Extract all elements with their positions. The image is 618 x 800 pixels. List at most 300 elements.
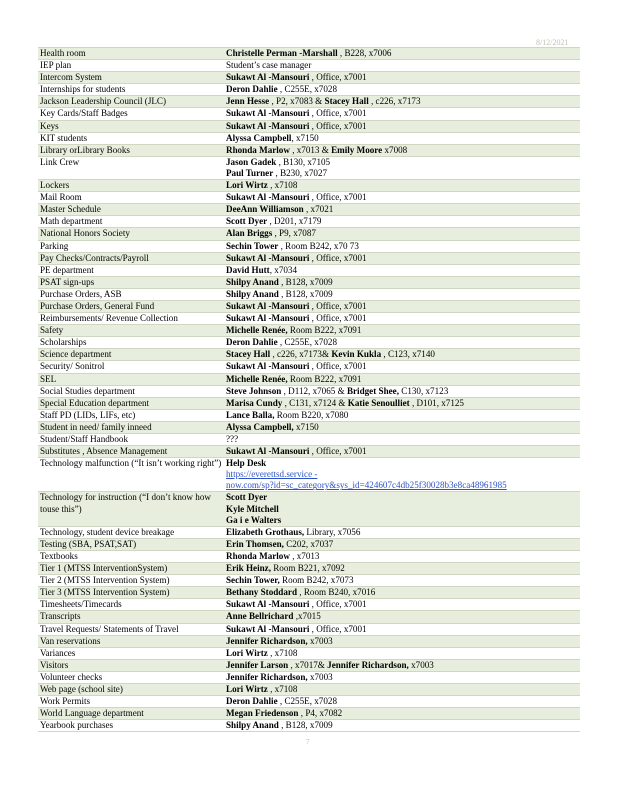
contact-detail: , Office, x7001: [309, 108, 367, 119]
row-contact: [226, 337, 580, 348]
contact-name: Jason Gadek: [226, 156, 277, 167]
contact-name: Shilpy Anand: [226, 720, 279, 731]
contact-line: [226, 192, 580, 203]
contact-name: Lance Balla,: [226, 409, 275, 420]
directory-row: [38, 83, 580, 95]
contact-line: [226, 145, 580, 156]
directory-row: [38, 179, 580, 191]
row-topic: Math department: [40, 216, 103, 227]
contact-detail: , B128, x7009: [278, 288, 333, 299]
row-contact: [226, 253, 580, 264]
contact-name: Sukawt Al -Mansouri: [226, 120, 310, 131]
row-contact: [226, 216, 580, 227]
row-contact: [226, 539, 580, 550]
contact-line: [226, 337, 580, 348]
contact-name: Deron Dahlie: [226, 696, 278, 707]
contact-detail: , Office, x7001: [309, 361, 367, 372]
row-topic: Technology malfunction (“It isn’t working right”): [40, 458, 222, 469]
contact-line: [226, 108, 580, 119]
contact-name: Jenn Hesse: [226, 96, 270, 107]
contact-detail: , C131, x7124 &: [282, 397, 348, 408]
contact-line: [226, 277, 580, 288]
directory-row: [38, 144, 580, 156]
contact-detail: , Office, x7001: [309, 192, 367, 203]
contact-detail: Room B221, x7092: [270, 563, 345, 574]
contact-name: Jennifer Richardson,: [327, 659, 409, 670]
contact-name: Scott Dyer: [226, 216, 268, 227]
directory-row: [38, 324, 580, 336]
contact-detail: , Office, x7001: [309, 599, 367, 610]
directory-row: [38, 574, 580, 586]
directory-row: [38, 240, 580, 252]
directory-row: [38, 156, 580, 179]
row-topic: Mail Room: [40, 192, 82, 203]
contact-name: Alyssa Campbell,: [226, 421, 294, 432]
row-contact: [226, 587, 580, 598]
contact-detail: , D112, x7065 &: [281, 385, 347, 396]
contact-name: Sechin Tower,: [226, 575, 280, 586]
contact-name: Jennifer Larson: [226, 659, 289, 670]
row-contact: [226, 611, 580, 622]
contact-name: Sukawt Al -Mansouri: [226, 300, 310, 311]
directory-row: [38, 550, 580, 562]
directory-row: [38, 683, 580, 695]
directory-row: [38, 457, 580, 491]
row-contact: [226, 96, 580, 107]
row-topic: Student in need/ family inneed: [40, 421, 152, 432]
contact-detail: , C255E, x7028: [277, 696, 337, 707]
contact-name: Stacey Hall: [324, 96, 369, 107]
contact-line: [226, 696, 580, 707]
contact-name: Stacey Hall: [226, 349, 271, 360]
contact-name: Megan Friedenson: [226, 708, 299, 719]
directory-row: [38, 598, 580, 610]
directory-row: [38, 71, 580, 83]
directory-row: [38, 526, 580, 538]
directory-row: [38, 695, 580, 707]
contact-detail: , x7034: [269, 264, 297, 275]
contact-line: [226, 48, 580, 59]
directory-row: [38, 647, 580, 659]
directory-row: [38, 59, 580, 71]
row-topic: Pay Checks/Contracts/Payroll: [40, 252, 149, 263]
contact-line: [226, 684, 580, 695]
contact-line: [226, 121, 580, 132]
row-topic: Substitutes , Absence Management: [40, 446, 168, 457]
contact-line: [226, 313, 580, 324]
contact-line: [226, 587, 580, 598]
contact-line: [226, 446, 580, 457]
contact-line: [226, 204, 580, 215]
row-topic: KIT students: [40, 132, 88, 143]
contact-line: [226, 374, 580, 385]
contact-line: [226, 410, 580, 421]
row-topic: Health room: [40, 48, 86, 58]
contact-detail: , B228, x7006: [337, 48, 392, 58]
row-contact: [226, 145, 580, 156]
contact-detail: , Office, x7001: [309, 446, 367, 457]
contact-line: [226, 180, 580, 191]
contact-name: Erin Thomsen,: [226, 538, 284, 549]
contact-name: Sukawt Al -Mansouri: [226, 446, 310, 457]
contact-name: Help Desk: [226, 458, 267, 469]
row-topic: Tier 2 (MTSS Intervention System): [40, 575, 170, 586]
directory-row: [38, 348, 580, 360]
contact-name: Sukawt Al -Mansouri: [226, 192, 310, 203]
directory-row: [38, 191, 580, 203]
row-topic: World Language department: [40, 708, 144, 719]
row-contact: [226, 599, 580, 610]
row-topic: Special Education department: [40, 397, 150, 408]
contact-line: [226, 398, 580, 409]
contact-line: [226, 289, 580, 300]
contact-detail: x7003: [307, 671, 333, 682]
contact-name: Christelle Perman -Marshall: [226, 48, 338, 58]
contact-name: Sukawt Al -Mansouri: [226, 108, 310, 119]
row-topic: Timesheets/Timecards: [40, 599, 122, 610]
directory-row: [38, 397, 580, 409]
contact-detail: , Room B240, x7016: [297, 587, 376, 598]
contact-detail: , Office, x7001: [309, 252, 367, 263]
row-topic: Social Studies department: [40, 385, 135, 396]
row-topic: Security/ Sonitrol: [40, 361, 105, 372]
contact-directory-table: [38, 47, 580, 732]
contact-line: [226, 563, 580, 574]
directory-row: [38, 659, 580, 671]
row-topic: Van reservations: [40, 635, 101, 646]
directory-row: [38, 312, 580, 324]
row-contact: [226, 325, 580, 336]
row-contact: [226, 374, 580, 385]
row-topic: Master Schedule: [40, 204, 101, 215]
directory-row: [38, 719, 580, 732]
contact-detail: ???: [226, 434, 239, 444]
row-topic: Jackson Leadership Council (JLC): [40, 96, 167, 107]
directory-row: [38, 227, 580, 239]
row-topic: Tier 1 (MTSS InterventionSystem): [40, 563, 168, 574]
row-contact: [226, 108, 580, 119]
row-contact: [226, 563, 580, 574]
directory-row: [38, 264, 580, 276]
directory-row: [38, 421, 580, 433]
directory-row: [38, 215, 580, 227]
contact-line: [226, 157, 580, 168]
row-topic: Student/Staff Handbook: [40, 434, 128, 444]
contact-name: Anne Bellrichard: [226, 611, 294, 622]
row-contact: [226, 48, 580, 59]
contact-line: [226, 253, 580, 264]
row-contact: [226, 241, 580, 252]
contact-line: [226, 599, 580, 610]
row-topic: Travel Requests/ Statements of Travel: [40, 623, 179, 634]
row-contact: [226, 289, 580, 300]
row-contact: [226, 313, 580, 324]
row-topic: Science department: [40, 349, 112, 360]
row-topic: PE department: [40, 264, 94, 275]
row-topic: Internships for students: [40, 84, 126, 95]
row-contact: [226, 349, 580, 360]
contact-name: Michelle Renée,: [226, 325, 288, 336]
row-contact: [226, 265, 580, 276]
row-contact: [226, 228, 580, 239]
contact-name: Emily Moore: [331, 144, 383, 155]
contact-line: [226, 349, 580, 360]
contact-line: [226, 386, 580, 397]
directory-row: [38, 385, 580, 397]
contact-line: [226, 648, 580, 659]
contact-line: [226, 325, 580, 336]
directory-row: [38, 300, 580, 312]
contact-line: [226, 216, 580, 227]
contact-detail: , c226, x7173&: [270, 349, 332, 360]
row-topic: National Honors Society: [40, 228, 130, 239]
row-contact: [226, 720, 580, 731]
contact-detail: , B128, x7009: [278, 276, 333, 287]
contact-detail: , x7013: [289, 550, 320, 561]
row-topic: Textbooks: [40, 550, 78, 561]
row-topic: Purchase Orders, ASB: [40, 288, 122, 299]
row-topic: Variances: [40, 647, 76, 658]
contact-detail: , x7013 &: [289, 144, 332, 155]
directory-row: [38, 276, 580, 288]
row-contact: [226, 527, 580, 538]
contact-name: Deron Dahlie: [226, 84, 278, 95]
contact-name: Kyle Mitchell: [226, 503, 279, 514]
directory-row: [38, 107, 580, 119]
contact-detail: , c226, x7173: [368, 96, 421, 107]
contact-name: Ga i e Walters: [226, 514, 282, 525]
contact-name: Scott Dyer: [226, 492, 268, 503]
contact-line: [226, 265, 580, 276]
row-topic: Testing (SBA, PSAT,SAT): [40, 538, 137, 549]
contact-detail: , D201, x7179: [267, 216, 322, 227]
contact-line: [226, 434, 580, 445]
row-contact: [226, 636, 580, 647]
contact-name: Rhonda Marlow: [226, 550, 290, 561]
contact-line: [226, 361, 580, 372]
row-contact: [226, 157, 580, 179]
document-date: 8/12/2021: [536, 38, 569, 47]
contact-detail: , P4, x7082: [298, 708, 343, 719]
contact-name: Deron Dahlie: [226, 337, 278, 348]
contact-name: Jennifer Richardson,: [226, 635, 308, 646]
row-contact: [226, 575, 580, 586]
contact-detail: , Room B242, x70 73: [278, 240, 359, 251]
directory-row: [38, 445, 580, 457]
contact-line: [226, 492, 580, 503]
contact-line: [226, 527, 580, 538]
directory-row: [38, 671, 580, 683]
row-topic: PSAT sign-ups: [40, 276, 95, 287]
directory-row: [38, 635, 580, 647]
contact-name: Katie Senoulliet: [347, 397, 410, 408]
row-contact: [226, 410, 580, 421]
contact-detail: , x7017&: [288, 659, 328, 670]
row-contact: [226, 192, 580, 203]
contact-line: [226, 422, 580, 433]
directory-row: [38, 586, 580, 598]
help-desk-link[interactable]: https://everettsd.service -: [226, 469, 318, 480]
contact-detail: , B130, x7105: [276, 156, 331, 167]
directory-row: [38, 707, 580, 719]
row-contact: [226, 422, 580, 433]
contact-line: [226, 539, 580, 550]
directory-row: [38, 491, 580, 525]
directory-row: [38, 562, 580, 574]
contact-line: [226, 241, 580, 252]
contact-line: [226, 168, 580, 179]
row-contact: [226, 672, 580, 683]
contact-name: Erik Heinz,: [226, 563, 271, 574]
contact-name: Michelle Renée,: [226, 373, 288, 384]
row-contact: [226, 708, 580, 719]
directory-row: [38, 360, 580, 372]
row-contact: [226, 60, 580, 71]
contact-name: Sukawt Al -Mansouri: [226, 623, 310, 634]
contact-line: [226, 611, 580, 622]
row-contact: [226, 277, 580, 288]
directory-row: [38, 336, 580, 348]
contact-detail: , Office, x7001: [309, 300, 367, 311]
contact-detail: ,x7015: [293, 611, 321, 622]
row-contact: [226, 386, 580, 397]
row-topic: Volunteer checks: [40, 671, 103, 682]
row-topic: Parking: [40, 240, 69, 251]
contact-line: [226, 60, 580, 71]
contact-name: Lori Wirtz: [226, 683, 268, 694]
page-number: 7: [306, 738, 310, 746]
directory-row: [38, 95, 580, 107]
contact-detail: C130, x7123: [398, 385, 449, 396]
contact-detail: Room B222, x7091: [287, 325, 362, 336]
contact-name: Elizabeth Grothaus,: [226, 526, 305, 537]
directory-row: [38, 47, 580, 59]
contact-detail: , Office, x7001: [309, 313, 367, 324]
contact-name: Bethany Stoddard: [226, 587, 298, 598]
contact-detail: , Office, x7001: [309, 72, 367, 83]
directory-row: [38, 538, 580, 550]
row-topic: Key Cards/Staff Badges: [40, 108, 128, 119]
contact-line: [226, 72, 580, 83]
contact-name: Steve Johnson: [226, 385, 282, 396]
row-contact: [226, 204, 580, 215]
row-topic: Lockers: [40, 180, 70, 191]
row-contact: [226, 696, 580, 707]
contact-detail: , x7150: [291, 132, 319, 143]
contact-name: Kevin Kukla: [331, 349, 382, 360]
directory-row: [38, 288, 580, 300]
contact-name: Sukawt Al -Mansouri: [226, 361, 310, 372]
contact-line: [226, 672, 580, 683]
contact-name: Bridget Shee,: [346, 385, 399, 396]
row-topic: Reimbursements/ Revenue Collection: [40, 313, 178, 324]
contact-name: Rhonda Marlow: [226, 144, 290, 155]
contact-detail: Student’s case manager: [226, 60, 312, 71]
row-contact: [226, 660, 580, 671]
row-topic: Safety: [40, 325, 64, 336]
contact-name: Sukawt Al -Mansouri: [226, 72, 310, 83]
contact-detail: Room B220, x7080: [274, 409, 349, 420]
contact-name: Sechin Tower: [226, 240, 279, 251]
contact-detail: , x7108: [267, 180, 298, 191]
row-contact: [226, 84, 580, 95]
row-contact: [226, 72, 580, 83]
row-contact: [226, 121, 580, 132]
row-topic: Technology, student device breakage: [40, 526, 175, 537]
directory-row: [38, 623, 580, 635]
row-contact: [226, 458, 580, 491]
row-topic: IEP plan: [40, 60, 72, 71]
row-topic: Yearbook purchases: [40, 720, 114, 731]
row-topic: Purchase Orders, General Fund: [40, 300, 155, 311]
contact-line: [226, 469, 580, 480]
directory-row: [38, 120, 580, 132]
directory-row: [38, 409, 580, 421]
row-topic: Scholarships: [40, 337, 87, 348]
contact-line: [226, 96, 580, 107]
contact-line: [226, 660, 580, 671]
row-topic: Technology for instruction (“I don’t know how touse this”): [40, 492, 211, 514]
row-topic: Work Permits: [40, 696, 91, 707]
contact-line: [226, 551, 580, 562]
contact-line: [226, 301, 580, 312]
directory-row: [38, 433, 580, 445]
contact-name: Alyssa Campbell: [226, 132, 292, 143]
contact-detail: , B128, x7009: [278, 720, 333, 731]
row-topic: Link Crew: [40, 156, 80, 167]
contact-name: Marisa Cundy: [226, 397, 283, 408]
contact-line: [226, 228, 580, 239]
row-topic: Web page (school site): [40, 683, 123, 694]
contact-detail: C202, x7037: [283, 538, 334, 549]
contact-name: David Hutt: [226, 264, 270, 275]
row-topic: Staff PD (LIDs, LIFs, etc): [40, 409, 136, 420]
contact-detail: , C255E, x7028: [277, 337, 337, 348]
contact-detail: Library, x7056: [304, 526, 361, 537]
row-contact: [226, 624, 580, 635]
contact-name: Sukawt Al -Mansouri: [226, 252, 310, 263]
contact-detail: , B230, x7027: [273, 167, 328, 178]
contact-name: DeeAnn Williamson: [226, 204, 304, 215]
contact-detail: , P2, x7083 &: [269, 96, 325, 107]
directory-row: [38, 132, 580, 144]
contact-detail: x7003: [408, 659, 434, 670]
row-topic: Library orLibrary Books: [40, 144, 130, 155]
contact-line: [226, 480, 580, 491]
row-contact: [226, 492, 580, 525]
row-contact: [226, 551, 580, 562]
row-contact: [226, 446, 580, 457]
contact-line: [226, 504, 580, 515]
contact-line: [226, 84, 580, 95]
contact-detail: x7150: [293, 421, 319, 432]
contact-line: [226, 133, 580, 144]
contact-line: [226, 575, 580, 586]
contact-line: [226, 636, 580, 647]
contact-detail: x7003: [307, 635, 333, 646]
contact-name: Lori Wirtz: [226, 647, 268, 658]
contact-detail: , C123, x7140: [381, 349, 435, 360]
contact-line: [226, 708, 580, 719]
help-desk-link[interactable]: now.com/sp?id=sc_category&sys_id=424607c4db25f30028b3e8ca48961985: [226, 480, 507, 491]
contact-detail: Room B222, x7091: [287, 373, 362, 384]
contact-name: Sukawt Al -Mansouri: [226, 599, 310, 610]
row-contact: [226, 361, 580, 372]
row-topic: Transcripts: [40, 611, 81, 622]
contact-name: Shilpy Anand: [226, 288, 279, 299]
contact-detail: , P9, x7087: [272, 228, 316, 239]
row-topic: SEL: [40, 373, 57, 384]
